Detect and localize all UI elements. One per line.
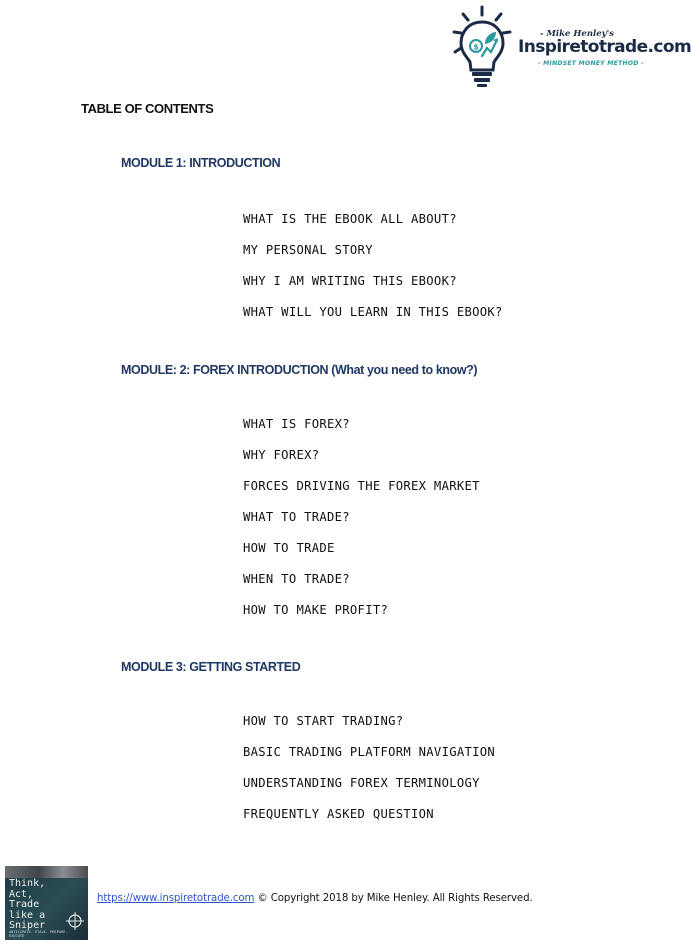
logo-subtitle: - MINDSET MONEY METHOD - <box>538 60 644 67</box>
toc-item: WHEN TO TRADE? <box>243 572 350 586</box>
copyright-text: © Copyright 2018 by Mike Henley. All Rights Reserved. <box>257 893 533 904</box>
toc-item: WHY FOREX? <box>243 448 320 462</box>
module-2-title: MODULE: 2: FOREX INTRODUCTION (What you need to know?) <box>121 363 478 377</box>
module-2-topics <box>243 409 480 626</box>
book-cover-thumbnail <box>5 866 88 940</box>
toc-item: WHAT TO TRADE? <box>243 510 350 524</box>
toc-item: WHY I AM WRITING THIS EBOOK? <box>243 274 457 288</box>
toc-item: HOW TO MAKE PROFIT? <box>243 603 389 617</box>
toc-item: WHAT IS THE EBOOK ALL ABOUT? <box>243 212 457 226</box>
toc-item: MY PERSONAL STORY <box>243 243 373 257</box>
logo-brand: Inspiretotrade.com <box>518 37 691 57</box>
module-1-topics <box>243 204 503 328</box>
toc-item: UNDERSTANDING FOREX TERMINOLOGY <box>243 776 480 790</box>
toc-item: WHAT WILL YOU LEARN IN THIS EBOOK? <box>243 305 503 319</box>
svg-text:$: $ <box>473 42 479 52</box>
site-logo <box>452 4 691 90</box>
module-1-title: MODULE 1: INTRODUCTION <box>121 156 281 170</box>
module-3-title: MODULE 3: GETTING STARTED <box>121 660 301 674</box>
toc-item: HOW TO START TRADING? <box>243 714 404 728</box>
website-link[interactable]: https://www.inspiretotrade.com <box>97 893 255 904</box>
toc-item: BASIC TRADING PLATFORM NAVIGATION <box>243 745 496 759</box>
cover-header-strip <box>5 866 88 878</box>
footer-copyright <box>97 893 533 904</box>
cover-subtitle: ANTICIPATE. STALK. PREPARE. EXECUTE <box>9 930 70 939</box>
toc-item: HOW TO TRADE <box>243 541 335 555</box>
cover-title: Think, Act, Trade like a Sniper <box>9 878 52 931</box>
page-title: TABLE OF CONTENTS <box>81 101 214 116</box>
crosshair-icon <box>65 911 85 931</box>
toc-item: FORCES DRIVING THE FOREX MARKET <box>243 479 480 493</box>
toc-item: WHAT IS FOREX? <box>243 417 350 431</box>
logo-tagline: - Mike Henley's <box>540 29 614 39</box>
module-3-topics <box>243 706 495 830</box>
toc-item: FREQUENTLY ASKED QUESTION <box>243 807 434 821</box>
